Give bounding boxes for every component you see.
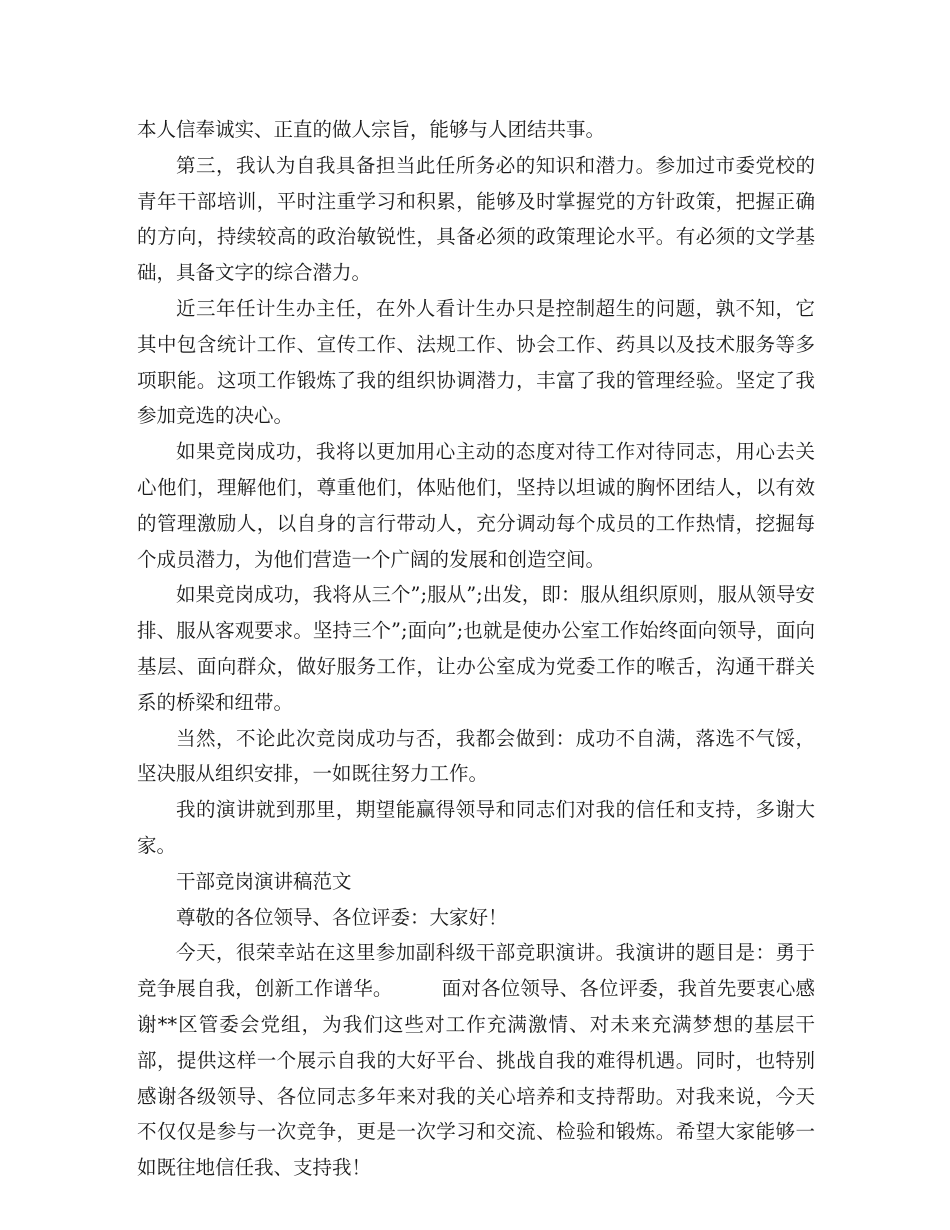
document-body — [137, 112, 815, 1186]
section-title: 干部竞岗演讲稿范文 — [176, 869, 352, 893]
paragraph-6: 当然，不论此次竞岗成功与否，我都会做到：成功不自满，落选不气馁，坚决服从组织安排，一如既往努力工作。 — [137, 726, 815, 786]
paragraph-2: 第三，我认为自我具备担当此任所务必的知识和潜力。参加过市委党校的青年干部培训，平时注重学习和积累，能够及时掌握党的方针政策，把握正确的方向，持续较高的政治敏锐性，具备必须的政策理论水平。有必须的文学基础，具备文字的综合潜力。 — [137, 153, 815, 285]
paragraph-7: 我的演讲就到那里，期望能赢得领导和同志们对我的信任和支持，多谢大家。 — [137, 798, 815, 857]
paragraph-1: 本人信奉诚实、正直的做人宗旨，能够与人团结共事。 — [137, 118, 606, 141]
salutation: 尊敬的各位领导、各位评委：大家好！ — [176, 905, 508, 929]
paragraph-4: 如果竞岗成功，我将以更加用心主动的态度对待工作对待同志，用心去关心他们，理解他们，尊重他们，体贴他们，坚持以坦诚的胸怀团结人，以有效的管理激励人，以自身的言行带动人，充分调动每个成员的工作热情，挖掘每个成员潜力，为他们营造一个广阔的发展和创造空间。 — [137, 440, 815, 571]
paragraph-3: 近三年任计生办主任，在外人看计生办只是控制超生的问题，孰不知，它其中包含统计工作、宣传工作、法规工作、协会工作、药具以及技术服务等多项职能。这项工作锻炼了我的组织协调潜力，丰富了我的管理经验。坚定了我参加竞选的决心。 — [137, 296, 815, 428]
paragraph-10: 今天，很荣幸站在这里参加副科级干部竞职演讲。我演讲的题目是：勇于竞争展自我，创新工作谱华。 面对各位领导、各位评委，我首先要衷心感谢**区管委会党组，为我们这些对工作充满激情、对未来充满梦想的基层干部，提供这样一个展示自我的大好平台、挑战自我的难得机遇。同时，也特别感谢各级领导、各位同志多年来对我的关心培养和支持帮助。对我来说，今天不仅仅是参与一次竞争，更是一次学习和交流、检验和锻炼。希望大家能够一如既往地信任我、支持我！ — [137, 941, 815, 1180]
paragraph-5: 如果竞岗成功，我将从三个”;服从”;出发，即：服从组织原则，服从领导安排、服从客观要求。坚持三个”;面向”;也就是使办公室工作始终面向领导，面向基层、面向群众，做好服务工作，让办公室成为党委工作的喉舌，沟通干群关系的桥梁和纽带。 — [137, 583, 815, 714]
